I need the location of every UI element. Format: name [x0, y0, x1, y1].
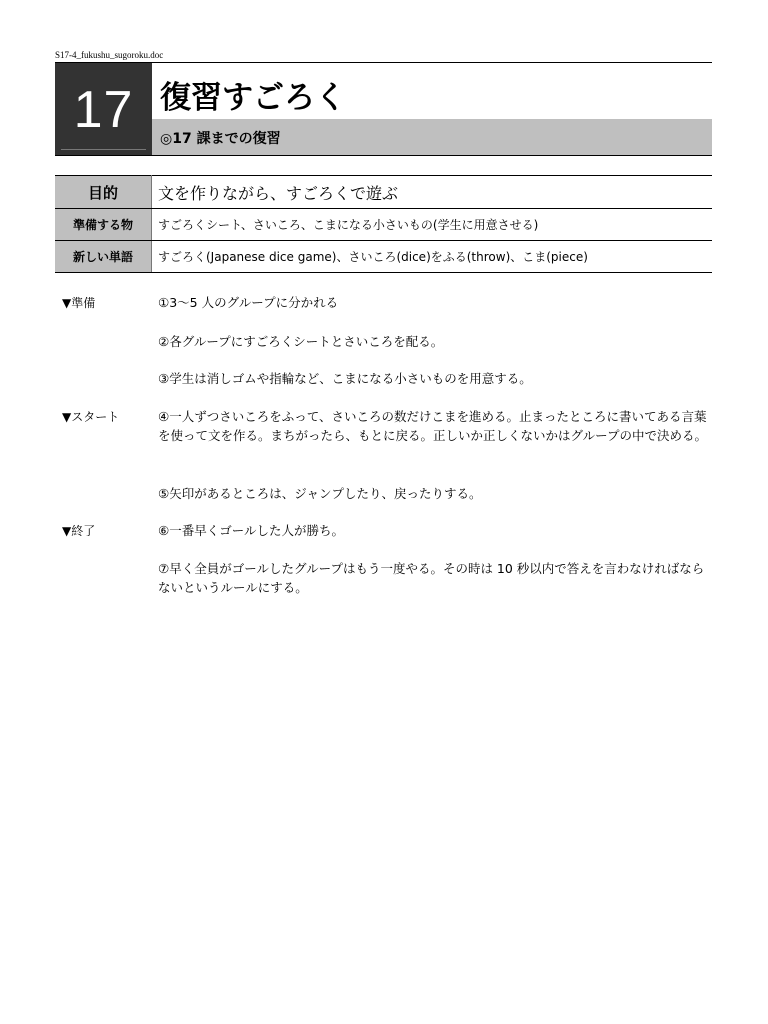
subtitle-band — [152, 119, 712, 156]
document-filename: S17-4_fukushu_sugoroku.doc — [55, 50, 164, 60]
info-table — [55, 175, 712, 273]
info-row-purpose — [55, 176, 712, 209]
step-6: ⑥一番早くゴールした人が勝ち。 — [158, 523, 344, 538]
step-3: ③学生は消しゴムや指輪など、こまになる小さいものを用意する。 — [158, 371, 532, 386]
info-row-materials — [55, 209, 712, 241]
header-bottom-rule — [55, 155, 712, 156]
info-value-materials: すごろくシート、さいころ、こまになる小さいもの(学生に用意させる) — [152, 209, 713, 241]
top-rule — [55, 62, 712, 63]
section-label-end: ▼終了 — [62, 524, 96, 538]
step-1: ①3～5 人のグループに分かれる — [158, 295, 339, 310]
step-5: ⑤矢印があるところは、ジャンプしたり、戻ったりする。 — [158, 486, 482, 501]
info-label-vocabulary: 新しい単語 — [55, 241, 152, 273]
info-label-purpose: 目的 — [55, 176, 152, 209]
info-row-vocabulary — [55, 241, 712, 273]
page-title: 復習すごろく — [160, 80, 346, 116]
step-4: ④一人ずつさいころをふって、さいころの数だけこまを進める。止まったところに書いてある言葉を使って文を作る。まちがったら、もとに戻る。正しいか正しくないかはグループの中で決める。 — [158, 409, 708, 443]
lesson-number-box — [55, 63, 152, 156]
section-label-start: ▼スタート — [62, 410, 120, 424]
section-label-preparation: ▼準備 — [62, 296, 96, 310]
page-subtitle: ◎17 課までの復習 — [160, 130, 281, 147]
step-7: ⑦早く全員がゴールしたグループはもう一度やる。その時は 10 秒以内で答えを言わなければならないというルールにする。 — [158, 561, 705, 595]
info-value-purpose: 文を作りながら、すごろくで遊ぶ — [152, 176, 713, 209]
lesson-number-underline — [61, 149, 146, 150]
step-2: ②各グループにすごろくシートとさいころを配る。 — [158, 334, 444, 349]
info-label-materials: 準備する物 — [55, 209, 152, 241]
lesson-number: 17 — [73, 80, 134, 139]
info-value-vocabulary: すごろく(Japanese dice game)、さいころ(dice)をふる(throw)、こま(piece) — [152, 241, 713, 273]
